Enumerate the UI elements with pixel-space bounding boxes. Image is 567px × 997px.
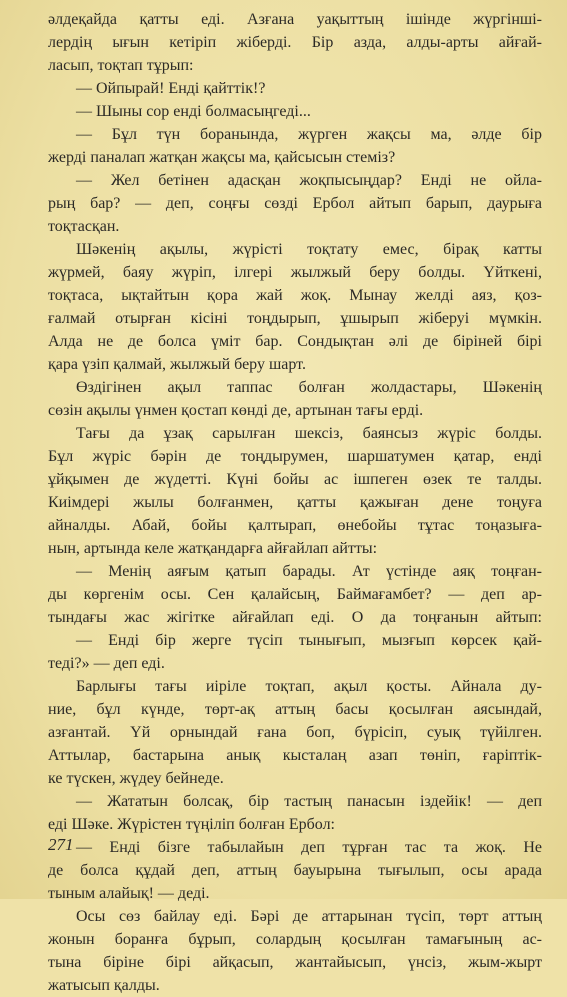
text-line: — Жел бетінен адасқан жоқпысыңдар? Енді не ойла-	[76, 172, 542, 189]
text-line: Аттылар, бастарына анық кысталаң азап төніп, ғаріптік-	[48, 747, 542, 764]
text-line: ние, бұл күнде, төрт-ақ аттың басы қосылған аясындай,	[48, 701, 542, 718]
text-line: лердің ығын кетіріп жіберді. Бір азда, алды-арты айғай-	[48, 34, 542, 51]
text-line: Осы сөз байлау еді. Бәрі де аттарынан түсіп, төрт аттың	[76, 908, 542, 925]
text-line: тоқтаса, ықтайтын қора жай жоқ. Мынау желді аяз, қоз-	[48, 287, 542, 304]
text-line: әлдеқайда қатты еді. Азғана уақыттың ішінде жүргінші-	[48, 11, 542, 28]
text-line: тындағы жас жігітке айғайлап еді. О да тоңғанын айтып:	[48, 609, 542, 626]
text-line: Шәкенің ақылы, жүрісті тоқтату емес, бірақ катты	[76, 241, 542, 258]
text-line: жүрмей, баяу жүріп, ілгері жылжый беру болды. Үйткені,	[48, 264, 542, 281]
text-line: еді Шәке. Жүрістен түңіліп болған Ербол:	[48, 816, 335, 833]
text-line: тоқтасқан.	[48, 218, 120, 235]
text-line: ды көргенім осы. Сен қалайсың, Баймағамбет? — деп ар-	[48, 586, 542, 603]
text-line: — Бұл түн боранында, жүрген жақсы ма, әлде бір	[76, 126, 542, 143]
text-line: жерді паналап жатқан жақсы ма, қайсысын стеміз?	[48, 149, 396, 166]
text-line: тына біріне бірі айқасып, жантайысып, үнсіз, жым-жырт	[48, 954, 542, 971]
text-line: айналды. Абай, бойы қалтырап, өнебойы тұтас тоңазыға-	[48, 517, 542, 534]
text-line: ласып, тоқтап тұрып:	[48, 57, 194, 74]
text-line: — Енді бір жерге түсіп тынығып, мызғып көрсек қай-	[76, 632, 542, 649]
text-line: тыным алайық! — деді.	[48, 885, 210, 902]
text-line: Киімдері жылы болғанмен, қатты қажыған дене тоңуға	[48, 494, 542, 511]
text-line: сөзін ақылы үнмен қостап көнді де, артынан тағы ерді.	[48, 402, 424, 419]
page-number: 271	[48, 835, 74, 854]
text-line: — Енді бізге табылайын деп тұрған тас та жоқ. Не	[76, 839, 542, 856]
text-line: — Шыны сор енді болмасыңгеді...	[76, 103, 311, 120]
text-line: жонын боранға бұрып, солардың қосылған тамағының ас-	[48, 931, 542, 948]
text-line: азғантай. Үй орнындай ғана боп, бүрісіп, суық түйілген.	[48, 724, 542, 741]
text-line: — Менің аяғым қатып барады. Ат үстінде аяқ тоңған-	[76, 563, 542, 580]
text-line: ке түскен, жүдеу бейнеде.	[48, 770, 224, 787]
text-line: нын, артында келе жатқандарға айғайлап айтты:	[48, 540, 378, 557]
text-line: де болса құдай деп, аттың бауырына тығылып, осы арада	[48, 862, 542, 879]
text-line: Алда не де болса үміт бар. Сондықтан әлі де біріней бірі	[48, 333, 542, 350]
text-line: рың бар? — деп, соңғы сөзді Ербол айтып барып, даурыға	[48, 195, 542, 212]
text-line: — Жататын болсақ, бір тастың панасын іздейік! — деп	[76, 793, 542, 810]
text-line: Тағы да ұзақ сарылған шексіз, баянсыз жүріс болды.	[76, 425, 542, 442]
text-line: — Ойпырай! Енді қайттік!?	[76, 80, 266, 97]
text-line: Бұл жүріс бәрін де тоңдырумен, шаршатумен қатар, енді	[48, 448, 542, 465]
text-line: жатысып қалды.	[48, 977, 160, 994]
text-line: теді?» — деп еді.	[48, 655, 165, 672]
text-line: ұйқымен де жүдетті. Күні бойы ас ішпеген өзек те талды.	[48, 471, 542, 488]
text-line: қара үзіп қалмай, жылжый беру шарт.	[48, 356, 306, 373]
text-line: Өздігінен ақыл таппас болған жолдастары, Шәкенің	[76, 379, 542, 396]
page-text	[48, 8, 542, 997]
text-line: Барлығы тағы иіріле тоқтап, ақыл қосты. Айнала ду-	[76, 678, 542, 695]
text-line: ғалмай отырған кісіні тоңдырып, ұшырып жіберуі мүмкін.	[48, 310, 542, 327]
